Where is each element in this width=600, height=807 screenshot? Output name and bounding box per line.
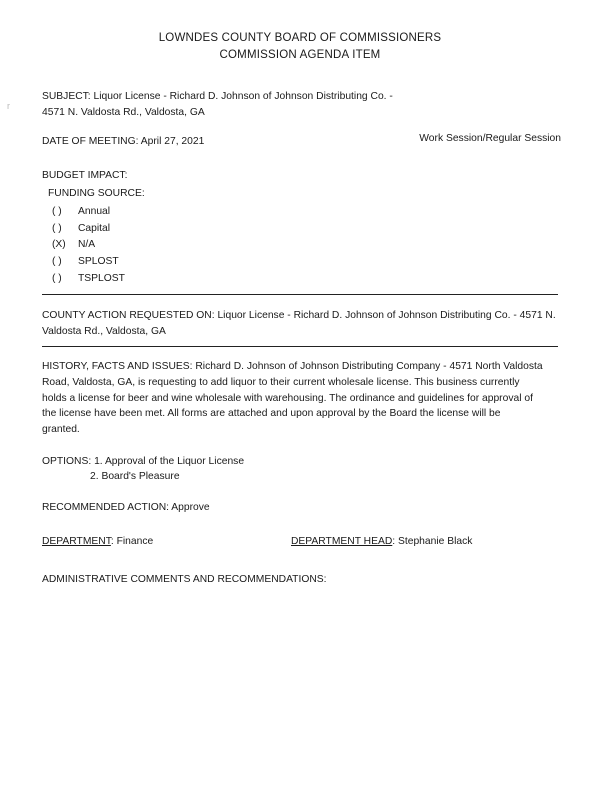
session-type: Work Session/Regular Session <box>419 133 561 145</box>
funding-option-capital[interactable] <box>52 221 558 238</box>
options-block <box>42 454 558 485</box>
document-header <box>0 30 600 63</box>
history-line-2: Road, Valdosta, GA, is requesting to add liquor to their current wholesale license. This business currently <box>42 376 520 388</box>
meeting-row <box>42 133 561 150</box>
department-head-value: : Stephanie Black <box>392 535 473 547</box>
funding-option-annual-label: Annual <box>78 206 111 218</box>
budget-impact-block <box>42 168 558 287</box>
agenda-document-page <box>0 30 600 807</box>
options-line-2: 2. Board's Pleasure <box>90 470 180 482</box>
admin-comments-label: ADMINISTRATIVE COMMENTS AND RECOMMENDATIONS: <box>42 573 327 585</box>
funding-option-capital-checkbox[interactable]: ( ) <box>52 222 62 234</box>
history-line-1: HISTORY, FACTS AND ISSUES: Richard D. Johnson of Johnson Distributing Company - 4571 North Valdosta <box>42 361 543 373</box>
budget-impact-label: BUDGET IMPACT: <box>42 170 128 182</box>
funding-option-splost[interactable] <box>52 254 558 271</box>
funding-option-splost-label: SPLOST <box>78 256 119 268</box>
county-action-line-2: Valdosta Rd., Valdosta, GA <box>42 325 166 337</box>
funding-option-annual[interactable] <box>52 204 558 221</box>
options-line-1: OPTIONS: 1. Approval of the Liquor License <box>42 455 245 467</box>
department-value: : Finance <box>110 535 154 547</box>
department-row <box>42 534 558 550</box>
history-line-3: holds a license for beer and wine wholesale with warehousing. The ordinance and guidelines for approval of <box>42 392 533 404</box>
county-action-line-1: COUNTY ACTION REQUESTED ON: Liquor License - Richard D. Johnson of Johnson Distributing Co. - 4571 N. <box>42 310 556 322</box>
funding-option-na[interactable] <box>52 237 558 254</box>
department-head-field <box>291 534 472 549</box>
recommended-action: RECOMMENDED ACTION: Approve <box>42 502 210 514</box>
divider-above-history <box>42 346 558 347</box>
funding-option-capital-label: Capital <box>78 222 111 234</box>
funding-source-label: FUNDING SOURCE: <box>48 187 145 199</box>
meeting-date: DATE OF MEETING: April 27, 2021 <box>42 136 205 148</box>
funding-option-annual-checkbox[interactable]: ( ) <box>52 206 62 218</box>
document-body <box>42 89 561 587</box>
department-label: DEPARTMENT <box>42 535 111 547</box>
subject-block <box>42 89 558 120</box>
history-line-5: granted. <box>42 423 80 435</box>
funding-option-splost-checkbox[interactable]: ( ) <box>52 256 62 268</box>
history-line-4: the license have been met. All forms are attached and upon approval by the Board the license will be <box>42 408 501 420</box>
funding-option-na-label: N/A <box>78 239 96 251</box>
funding-option-tsplost[interactable] <box>52 271 558 288</box>
funding-option-tsplost-checkbox[interactable]: ( ) <box>52 272 62 284</box>
header-board-title: LOWNDES COUNTY BOARD OF COMMISSIONERS <box>158 32 442 44</box>
county-action-block <box>42 308 558 339</box>
page-edge-mark: r <box>7 101 10 111</box>
funding-option-tsplost-label: TSPLOST <box>78 272 125 284</box>
history-facts-issues-block <box>42 359 558 437</box>
divider-above-county-action <box>42 294 558 295</box>
funding-source-options <box>42 204 558 287</box>
subject-line-1: SUBJECT: Liquor License - Richard D. Johnson of Johnson Distributing Co. - <box>42 91 393 103</box>
department-head-label: DEPARTMENT HEAD <box>291 535 393 547</box>
header-agenda-title: COMMISSION AGENDA ITEM <box>219 48 381 61</box>
department-field <box>42 534 153 549</box>
subject-line-2: 4571 N. Valdosta Rd., Valdosta, GA <box>42 106 205 118</box>
funding-option-na-checkbox[interactable]: (X) <box>52 239 66 251</box>
